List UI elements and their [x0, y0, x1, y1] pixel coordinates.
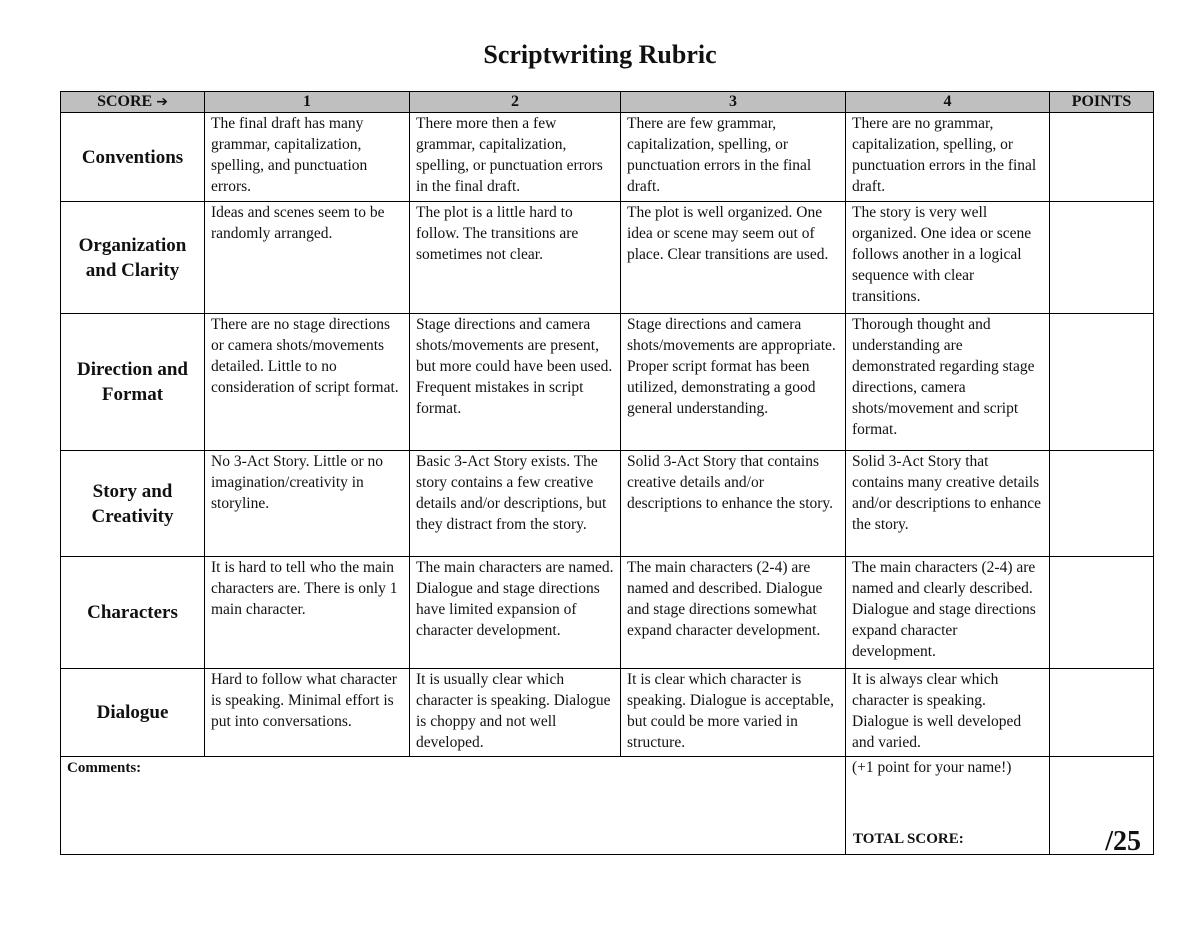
criterion-cell: Dialogue — [61, 669, 205, 757]
descriptor-cell: The plot is well organized. One idea or scene may seem out of place. Clear transitions are used. — [621, 202, 846, 314]
criterion-cell: Direction and Format — [61, 314, 205, 451]
total-score-label: TOTAL SCORE: — [853, 831, 964, 847]
descriptor-cell: It is always clear which character is speaking. Dialogue is well developed and varied. — [846, 669, 1050, 757]
points-cell[interactable] — [1050, 202, 1154, 314]
footer-row — [61, 757, 1154, 855]
points-header: POINTS — [1050, 92, 1154, 113]
criterion-cell: Conventions — [61, 113, 205, 202]
descriptor-cell: Stage directions and camera shots/movements are present, but more could have been used. Frequent mistakes in script format. — [410, 314, 621, 451]
points-cell[interactable] — [1050, 314, 1154, 451]
total-cell — [846, 757, 1050, 855]
points-cell[interactable] — [1050, 451, 1154, 557]
descriptor-cell: It is hard to tell who the main characters are. There is only 1 main character. — [205, 557, 410, 669]
rubric-row-conventions — [61, 113, 1154, 202]
descriptor-cell: There are no grammar, capitalization, spelling, or punctuation errors in the final draft. — [846, 113, 1050, 202]
level-header-4: 4 — [846, 92, 1050, 113]
score-header — [61, 92, 205, 113]
level-header-1: 1 — [205, 92, 410, 113]
comments-label: Comments: — [67, 760, 142, 776]
rubric-row-organization — [61, 202, 1154, 314]
descriptor-cell: There are few grammar, capitalization, spelling, or punctuation errors in the final draft. — [621, 113, 846, 202]
bonus-note: (+1 point for your name!) — [852, 759, 1012, 776]
descriptor-cell: There are no stage directions or camera shots/movements detailed. Little to no consideration of script format. — [205, 314, 410, 451]
rubric-row-characters — [61, 557, 1154, 669]
descriptor-cell: Solid 3-Act Story that contains many creative details and/or descriptions to enhance the story. — [846, 451, 1050, 557]
descriptor-cell: The final draft has many grammar, capitalization, spelling, and punctuation errors. — [205, 113, 410, 202]
descriptor-cell: No 3-Act Story. Little or no imagination/creativity in storyline. — [205, 451, 410, 557]
comments-cell[interactable] — [61, 757, 846, 855]
descriptor-cell: The story is very well organized. One idea or scene follows another in a logical sequence with clear transitions. — [846, 202, 1050, 314]
descriptor-cell: Solid 3-Act Story that contains creative details and/or descriptions to enhance the story. — [621, 451, 846, 557]
criterion-cell: Characters — [61, 557, 205, 669]
descriptor-cell: The main characters (2-4) are named and clearly described. Dialogue and stage directions expand character development. — [846, 557, 1050, 669]
points-cell[interactable] — [1050, 113, 1154, 202]
descriptor-cell: Stage directions and camera shots/movements are appropriate. Proper script format has been utilized, demonstrating a good general understanding. — [621, 314, 846, 451]
descriptor-cell: The main characters (2-4) are named and described. Dialogue and stage directions somewhat expand character development. — [621, 557, 846, 669]
descriptor-cell: Basic 3-Act Story exists. The story contains a few creative details and/or descriptions, but they distract from the story. — [410, 451, 621, 557]
descriptor-cell: It is clear which character is speaking. Dialogue is acceptable, but could be more varied in structure. — [621, 669, 846, 757]
descriptor-cell: Thorough thought and understanding are demonstrated regarding stage directions, camera shots/movement and script format. — [846, 314, 1050, 451]
level-header-3: 3 — [621, 92, 846, 113]
total-points-cell[interactable] — [1050, 757, 1154, 855]
rubric-row-dialogue — [61, 669, 1154, 757]
score-header-label: SCORE — [97, 93, 153, 110]
arrow-right-icon: ➔ — [156, 94, 168, 110]
descriptor-cell: There more then a few grammar, capitalization, spelling, or punctuation errors in the final draft. — [410, 113, 621, 202]
total-max-score: /25 — [1105, 826, 1141, 857]
header-row — [61, 92, 1154, 113]
page-title: Scriptwriting Rubric — [483, 40, 717, 69]
rubric-row-direction — [61, 314, 1154, 451]
points-cell[interactable] — [1050, 669, 1154, 757]
descriptor-cell: Ideas and scenes seem to be randomly arranged. — [205, 202, 410, 314]
level-header-2: 2 — [410, 92, 621, 113]
points-cell[interactable] — [1050, 557, 1154, 669]
descriptor-cell: The plot is a little hard to follow. The transitions are sometimes not clear. — [410, 202, 621, 314]
descriptor-cell: The main characters are named. Dialogue and stage directions have limited expansion of character development. — [410, 557, 621, 669]
criterion-cell: Story and Creativity — [61, 451, 205, 557]
descriptor-cell: It is usually clear which character is speaking. Dialogue is choppy and not well developed. — [410, 669, 621, 757]
criterion-cell: Organization and Clarity — [61, 202, 205, 314]
descriptor-cell: Hard to follow what character is speaking. Minimal effort is put into conversations. — [205, 669, 410, 757]
rubric-table — [60, 91, 1154, 855]
rubric-row-story — [61, 451, 1154, 557]
